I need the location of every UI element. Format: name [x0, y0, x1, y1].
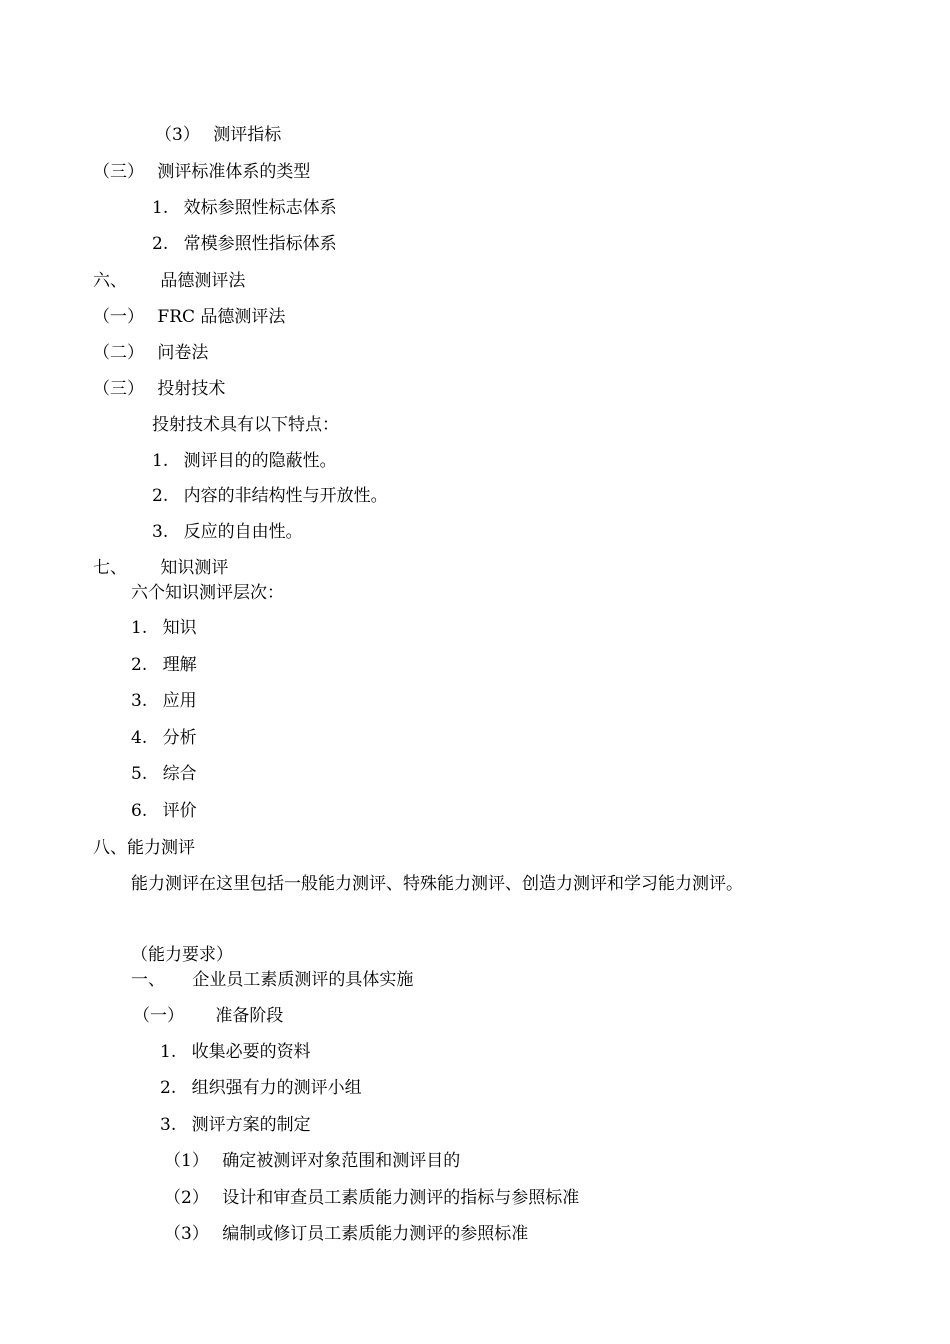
- item-marker: （3）: [155, 125, 200, 145]
- item-text: 反应的自由性。: [183, 522, 303, 542]
- section-heading: [133, 1005, 283, 1027]
- list-item: [131, 654, 197, 676]
- item-marker: 六、: [93, 271, 127, 291]
- item-marker: 5.: [131, 764, 148, 784]
- item-text: 测评标准体系的类型: [157, 162, 311, 182]
- section-heading: [93, 161, 310, 183]
- paragraph-text: 六个知识测评层次：: [131, 583, 284, 603]
- item-marker: 2.: [152, 486, 169, 506]
- list-item: [152, 197, 337, 219]
- list-item: [152, 485, 388, 507]
- item-text: 效标参照性标志体系: [183, 198, 337, 218]
- item-marker: 2.: [160, 1078, 177, 1098]
- chapter-heading: [93, 557, 228, 579]
- item-marker: （1）: [164, 1151, 209, 1171]
- list-item: [152, 521, 303, 543]
- paragraph-text: 投射技术具有以下特点：: [152, 415, 339, 435]
- item-text: 应用: [162, 691, 197, 711]
- part-heading: [131, 944, 233, 966]
- item-text: 常模参照性指标体系: [183, 234, 337, 254]
- item-text: 理解: [162, 655, 197, 675]
- item-text: 收集必要的资料: [191, 1042, 311, 1062]
- list-item: [152, 233, 337, 255]
- section-heading: [93, 378, 225, 400]
- item-text: 企业员工素质测评的具体实施: [192, 970, 414, 990]
- item-marker: 6.: [131, 801, 148, 821]
- list-item: [131, 690, 197, 712]
- item-marker: 2.: [152, 234, 169, 254]
- list-item: [160, 1114, 311, 1136]
- item-text: 分析: [162, 728, 197, 748]
- heading-text: 八、能力测评: [93, 838, 195, 858]
- section-heading: [93, 306, 285, 328]
- item-text: 设计和审查员工素质能力测评的指标与参照标准: [222, 1188, 580, 1208]
- item-text: 知识测评: [160, 558, 229, 578]
- item-marker: （二）: [93, 343, 144, 363]
- chapter-heading: [93, 837, 195, 859]
- item-text: FRC 品德测评法: [157, 307, 286, 327]
- item-marker: 1.: [160, 1042, 177, 1062]
- paragraph: [131, 582, 284, 604]
- heading-text: （能力要求）: [131, 945, 233, 965]
- chapter-heading: [93, 270, 245, 292]
- list-item: [131, 763, 197, 785]
- item-marker: 3.: [160, 1115, 177, 1135]
- item-marker: 1.: [152, 198, 169, 218]
- item-marker: （一）: [133, 1006, 184, 1026]
- paragraph: [131, 873, 743, 895]
- item-marker: （一）: [93, 307, 144, 327]
- item-text: 测评目的的隐蔽性。: [183, 451, 337, 471]
- item-marker: （三）: [93, 379, 144, 399]
- list-item: [152, 450, 337, 472]
- item-text: 测评方案的制定: [191, 1115, 311, 1135]
- item-marker: 一、: [131, 970, 165, 990]
- subitem-3: [155, 124, 281, 146]
- item-marker: （2）: [164, 1188, 209, 1208]
- item-marker: 1.: [152, 451, 169, 471]
- item-marker: 3.: [152, 522, 169, 542]
- item-text: 评价: [162, 801, 197, 821]
- item-marker: 3.: [131, 691, 148, 711]
- list-item: [160, 1041, 311, 1063]
- item-marker: 2.: [131, 655, 148, 675]
- list-item: [160, 1077, 362, 1099]
- item-marker: （三）: [93, 162, 144, 182]
- item-text: 投射技术: [157, 379, 226, 399]
- item-marker: 1.: [131, 618, 148, 638]
- item-text: 准备阶段: [215, 1006, 284, 1026]
- item-text: 品德测评法: [160, 271, 246, 291]
- item-text: 问卷法: [157, 343, 209, 363]
- list-item: [131, 727, 197, 749]
- item-text: 知识: [162, 618, 197, 638]
- item-text: 综合: [162, 764, 197, 784]
- list-item: [131, 800, 197, 822]
- item-text: 组织强有力的测评小组: [191, 1078, 362, 1098]
- item-text: 确定被测评对象范围和测评目的: [222, 1151, 461, 1171]
- subitem: [164, 1187, 579, 1209]
- paragraph-text: 能力测评在这里包括一般能力测评、特殊能力测评、创造力测评和学习能力测评。: [131, 874, 743, 894]
- item-text: 测评指标: [213, 125, 282, 145]
- chapter-heading: [131, 969, 413, 991]
- subitem: [164, 1150, 460, 1172]
- subitem: [164, 1223, 528, 1245]
- item-marker: （3）: [164, 1224, 209, 1244]
- paragraph: [152, 414, 339, 436]
- item-marker: 4.: [131, 728, 148, 748]
- list-item: [131, 617, 197, 639]
- section-heading: [93, 342, 208, 364]
- item-text: 编制或修订员工素质能力测评的参照标准: [222, 1224, 529, 1244]
- item-text: 内容的非结构性与开放性。: [183, 486, 388, 506]
- item-marker: 七、: [93, 558, 127, 578]
